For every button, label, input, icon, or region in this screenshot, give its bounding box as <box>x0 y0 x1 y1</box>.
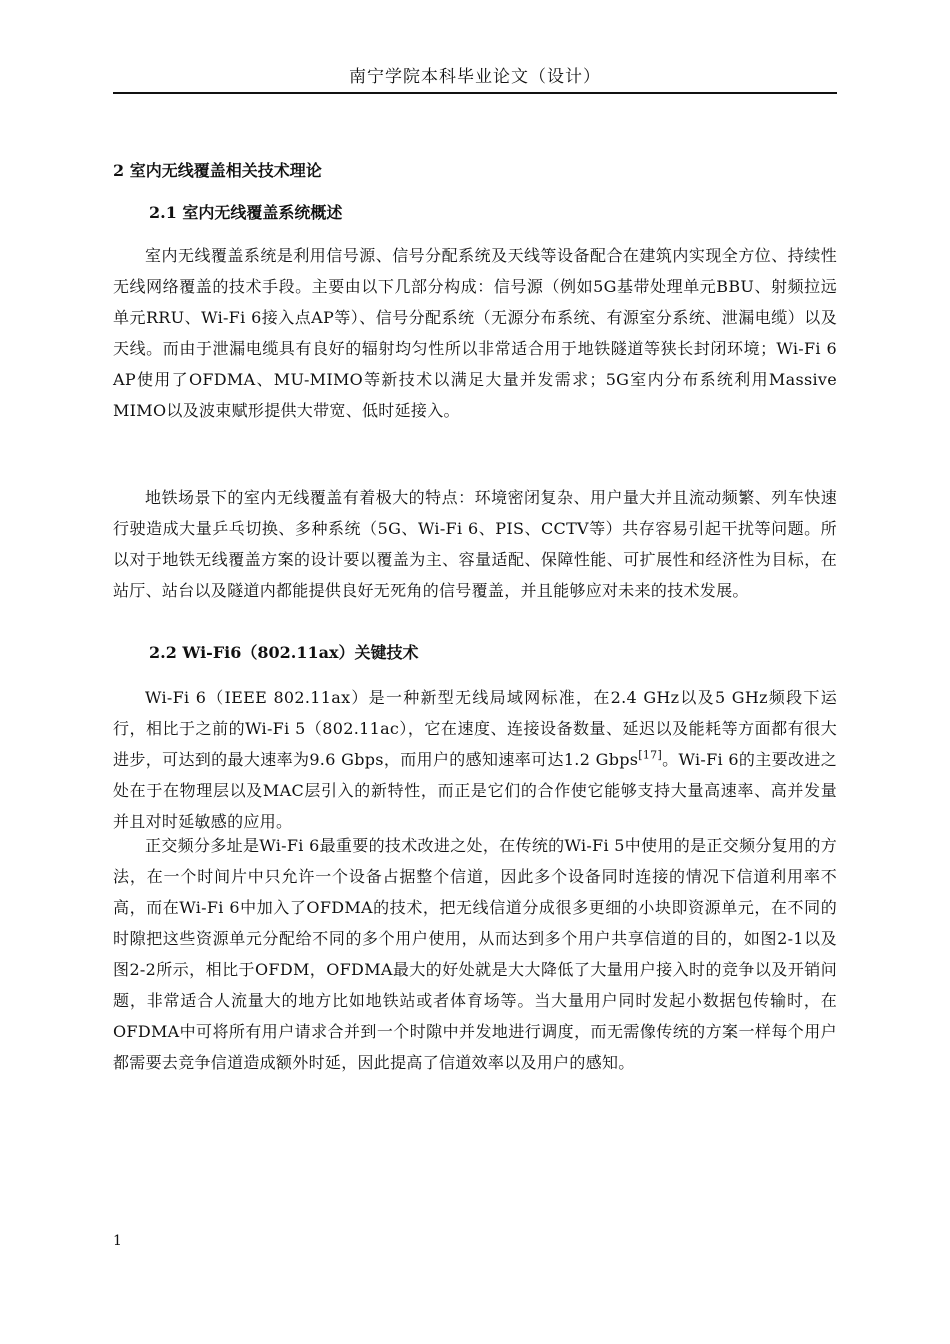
citation-reference[interactable]: [17] <box>638 748 663 762</box>
paragraph-overview: 室内无线覆盖系统是利用信号源、信号分配系统及天线等设备配合在建筑内实现全方位、持续性无线网络覆盖的技术手段。主要由以下几部分构成：信号源（例如5G基带处理单元BBU、射频拉远单元RRU、Wi-Fi 6接入点AP等）、信号分配系统（无源分布系统、有源室分系统、泄漏电缆）以及天线。而由于泄漏电缆具有良好的辐射均匀性所以非常适合用于地铁隧道等狭长封闭环境；Wi-Fi 6 AP使用了OFDMA、MU-MIMO等新技术以满足大量并发需求；5G室内分布系统利用Massive MIMO以及波束赋形提供大带宽、低时延接入。 <box>113 246 837 420</box>
page-number: 1 <box>113 1233 122 1249</box>
paragraph-wifi6-intro-text-cont: 。Wi-Fi 6的主要改进之处在于在物理层以及MAC层引入的新特性，而正是它们的合作使它能够支持大量高速率、高并发量并且对时延敏感的应用。 <box>113 750 837 831</box>
paragraph-metro-scenario: 地铁场景下的室内无线覆盖有着极大的特点：环境密闭复杂、用户量大并且流动频繁、列车快速行驶造成大量乒乓切换、多种系统（5G、Wi-Fi 6、PIS、CCTV等）共存容易引起干扰等问题。所以对于地铁无线覆盖方案的设计要以覆盖为主、容量适配、保障性能、可扩展性和经济性为目标，在站厅、站台以及隧道内都能提供良好无死角的信号覆盖，并且能够应对未来的技术发展。 <box>113 488 837 600</box>
paragraph-ofdma: 正交频分多址是Wi-Fi 6最重要的技术改进之处，在传统的Wi-Fi 5中使用的是正交频分复用的方法，在一个时间片中只允许一个设备占据整个信道，因此多个设备同时连接的情况下信道利用率不高，而在Wi-Fi 6中加入了OFDMA的技术，把无线信道分成很多更细的小块即资源单元，在不同的时隙把这些资源单元分配给不同的多个用户使用，从而达到多个用户共享信道的目的，如图2-1以及图2-2所示，相比于OFDM，OFDMA最大的好处就是大大降低了大量用户接入时的竞争以及开销问题，非常适合人流量大的地方比如地铁站或者体育场等。当大量用户同时发起小数据包传输时，在OFDMA中可将所有用户请求合并到一个时隙中并发地进行调度，而无需像传统的方案一样每个用户都需要去竞争信道造成额外时延，因此提高了信道效率以及用户的感知。 <box>113 836 837 1072</box>
running-header: 南宁学院本科毕业论文（设计） <box>349 67 601 87</box>
paragraph-wifi6-intro <box>113 682 837 837</box>
section-heading: 2 室内无线覆盖相关技术理论 <box>113 161 322 180</box>
header-rule <box>113 92 837 94</box>
subsection-heading-2-1: 2.1 室内无线覆盖系统概述 <box>149 203 343 222</box>
paragraph-wifi6-intro-text: Wi-Fi 6（IEEE 802.11ax）是一种新型无线局域网标准，在2.4 GHz以及5 GHz频段下运行，相比于之前的Wi-Fi 5（802.11ac），它在速度、连接设备数量、延迟以及能耗等方面都有很大进步，可达到的最大速率为9.6 Gbps，而用户的感知速率可达1.2 Gbps <box>113 688 837 769</box>
subsection-heading-2-2: 2.2 Wi-Fi6（802.11ax）关键技术 <box>149 643 419 662</box>
